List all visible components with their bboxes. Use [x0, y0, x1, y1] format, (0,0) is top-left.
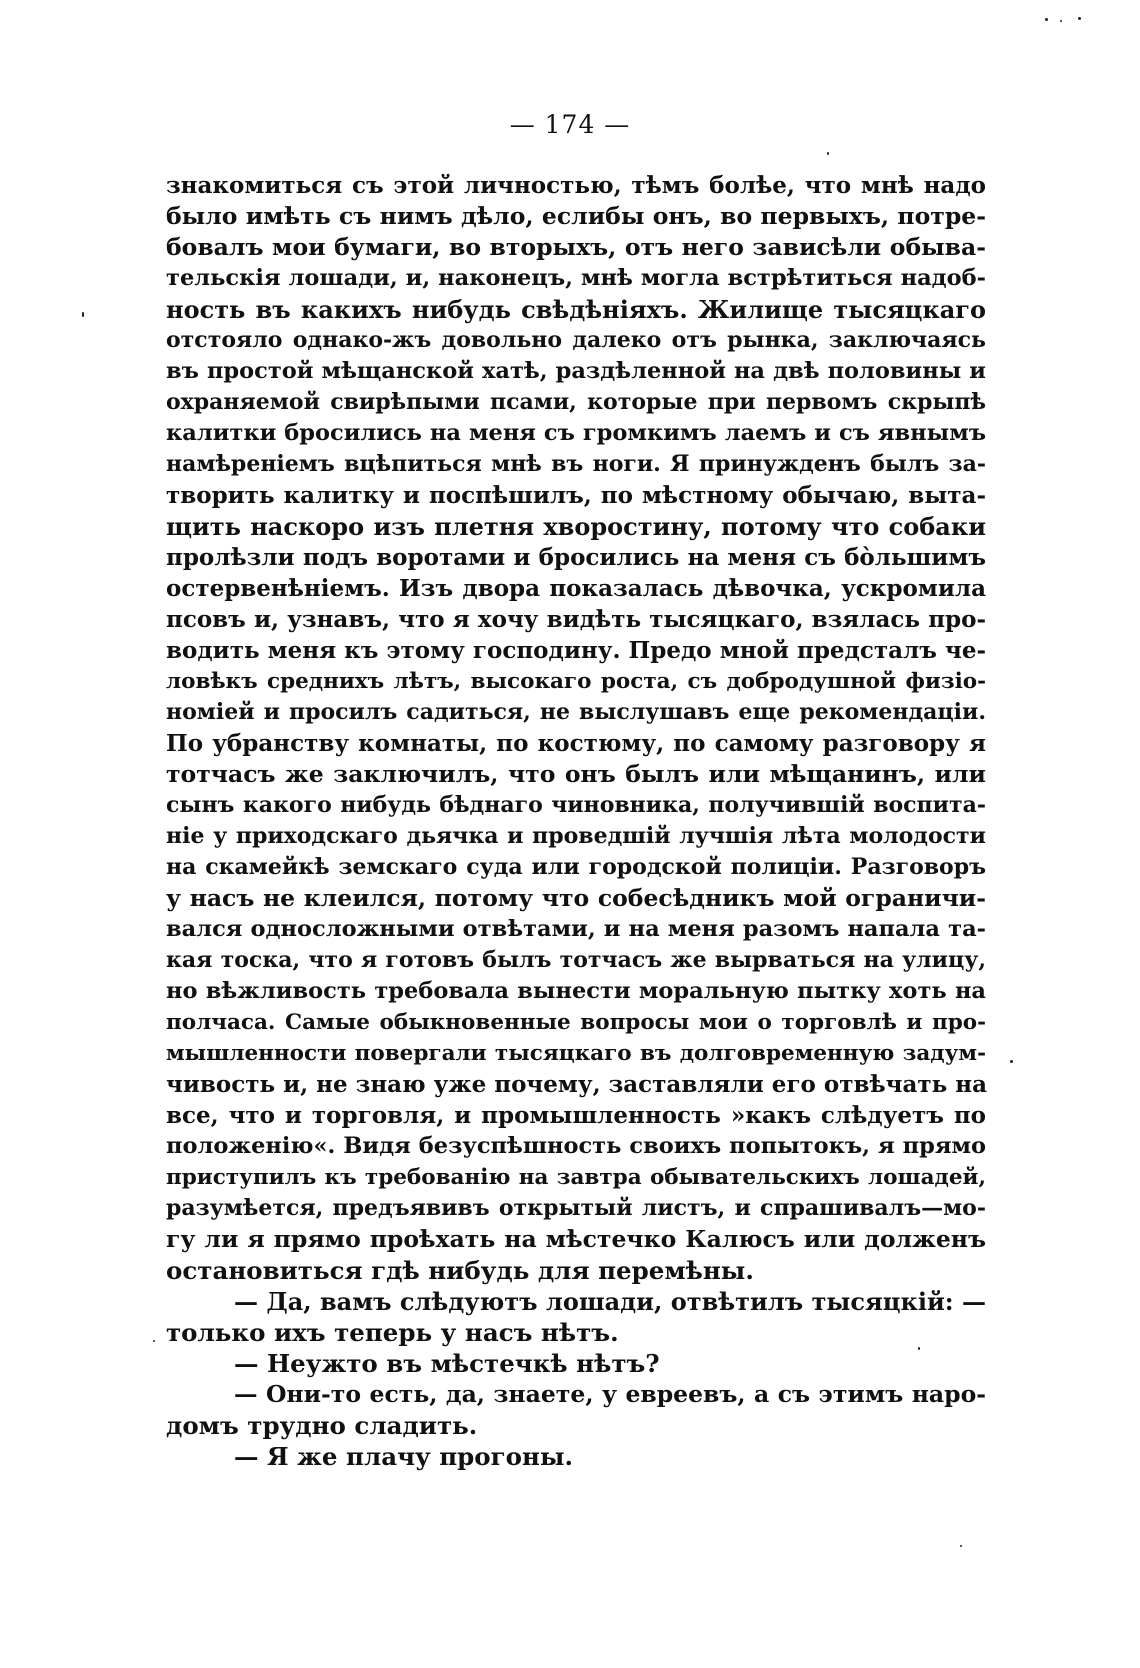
text-line: остервенѣніемъ. Изъ двора показалась дѣвочка, ускромила — [166, 575, 986, 602]
text-line: калитки бросились на меня съ громкимъ лаемъ и съ явнымъ — [166, 420, 986, 446]
text-line: домъ трудно сладить. — [166, 1411, 478, 1440]
text-line: но вѣжливость требовала вынести моральную пытку хоть на — [166, 978, 986, 1004]
scan-speck — [153, 1340, 155, 1342]
scan-speck — [827, 152, 829, 155]
text-line: — Да, вамъ слѣдуютъ лошади, отвѣтилъ тысяцкій: — — [234, 1287, 986, 1316]
text-line: полчаса. Самые обыкновенные вопросы мои о торговлѣ и про- — [166, 1010, 986, 1035]
text-line: бовалъ мои бумаги, во вторыхъ, отъ него зависѣли обыва- — [166, 233, 986, 261]
page-number: — 174 — — [509, 110, 631, 139]
text-line: сынъ какого нибудь бѣднаго чиновника, получившій воспита- — [166, 792, 986, 818]
text-line: кая тоска, что я готовъ былъ тотчасъ же вырваться на улицу, — [166, 947, 986, 973]
text-line: — Я же плачу прогоны. — [234, 1442, 574, 1471]
body-text — [166, 170, 986, 1472]
text-line: пролѣзли подъ воротами и бросились на меня съ бо̀льшимъ — [166, 544, 986, 571]
text-line: ность въ какихъ нибудь свѣдѣніяхъ. Жилище тысяцкаго — [166, 295, 986, 324]
text-line: было имѣть съ нимъ дѣло, еслибы онъ, во первыхъ, потре- — [166, 202, 986, 230]
text-line: на скамейкѣ земскаго суда или городской полиціи. Разговоръ — [166, 854, 986, 880]
text-line: гу ли я прямо проѣхать на мѣстечко Калюсъ или долженъ — [166, 1225, 986, 1253]
scan-speck — [1060, 20, 1062, 22]
scan-speck — [1045, 18, 1048, 21]
scan-speck — [82, 312, 84, 317]
text-line: положенію«. Видя безуспѣшность своихъ попытокъ, я прямо — [166, 1133, 986, 1159]
text-line: щить наскоро изъ плетня хворостину, потому что собаки — [166, 512, 986, 541]
text-line: вался односложными отвѣтами, и на меня разомъ напала та- — [166, 916, 986, 942]
text-line: — Они-то есть, да, знаете, у евреевъ, а съ этимъ наро- — [234, 1380, 986, 1408]
scan-speck — [918, 1347, 920, 1350]
text-line: приступилъ къ требованію на завтра обывательскихъ лошадей, — [166, 1165, 986, 1190]
text-line: въ простой мѣщанской хатѣ, раздѣленной на двѣ половины и — [166, 358, 986, 384]
text-line: отстояло однако-жъ довольно далеко отъ рынка, заключаясь — [166, 327, 986, 353]
text-line: ловѣкъ среднихъ лѣтъ, высокаго роста, съ добродушной физіо- — [166, 669, 986, 694]
scan-speck — [1010, 1060, 1013, 1063]
text-line: водить меня къ этому господину. Предо мной предсталъ че- — [166, 637, 986, 664]
text-line: чивость и, не знаю уже почему, заставляли его отвѣчать на — [166, 1071, 987, 1098]
text-line: у насъ не клеился, потому что собесѣдникъ мой ограничи- — [166, 884, 986, 912]
text-line: остановиться гдѣ нибудь для перемѣны. — [166, 1256, 754, 1285]
text-line: ніе у приходскаго дьячка и проведшій лучшія лѣта молодости — [166, 823, 986, 849]
text-line: все, что и торговля, и промышленность »какъ слѣдуетъ по — [166, 1102, 986, 1129]
scan-speck — [1078, 17, 1081, 20]
text-line: знакомиться съ этой личностью, тѣмъ болѣе, что мнѣ надо — [166, 172, 986, 199]
text-line: намѣреніемъ вцѣпиться мнѣ въ ноги. Я принужденъ былъ за- — [166, 451, 986, 477]
scan-speck — [960, 1545, 962, 1547]
text-line: — Неужто въ мѣстечкѣ нѣтъ? — [234, 1349, 660, 1378]
text-line: мышленности повергали тысяцкаго въ долговременную задум- — [166, 1041, 986, 1066]
text-line: номіей и просилъ садиться, не выслушавъ еще рекомендаціи. — [166, 699, 986, 725]
text-line: псовъ и, узнавъ, что я хочу видѣть тысяцкаго, взялась про- — [166, 606, 986, 633]
text-line: разумѣется, предъявивъ открытый листъ, и спрашивалъ—мо- — [166, 1195, 986, 1221]
text-line: охраняемой свирѣпыми псами, которые при первомъ скрыпѣ — [166, 389, 986, 415]
text-line: тельскія лошади, и, наконецъ, мнѣ могла встрѣтиться надоб- — [166, 265, 986, 291]
text-line: По убранству комнаты, по костюму, по самому разговору я — [166, 730, 986, 757]
text-line: тотчасъ же заключилъ, что онъ былъ или мѣщанинъ, или — [166, 760, 986, 788]
text-line: творить калитку и поспѣшилъ, по мѣстному обычаю, выта- — [166, 482, 986, 509]
text-line: только ихъ теперь у насъ нѣтъ. — [166, 1318, 619, 1347]
